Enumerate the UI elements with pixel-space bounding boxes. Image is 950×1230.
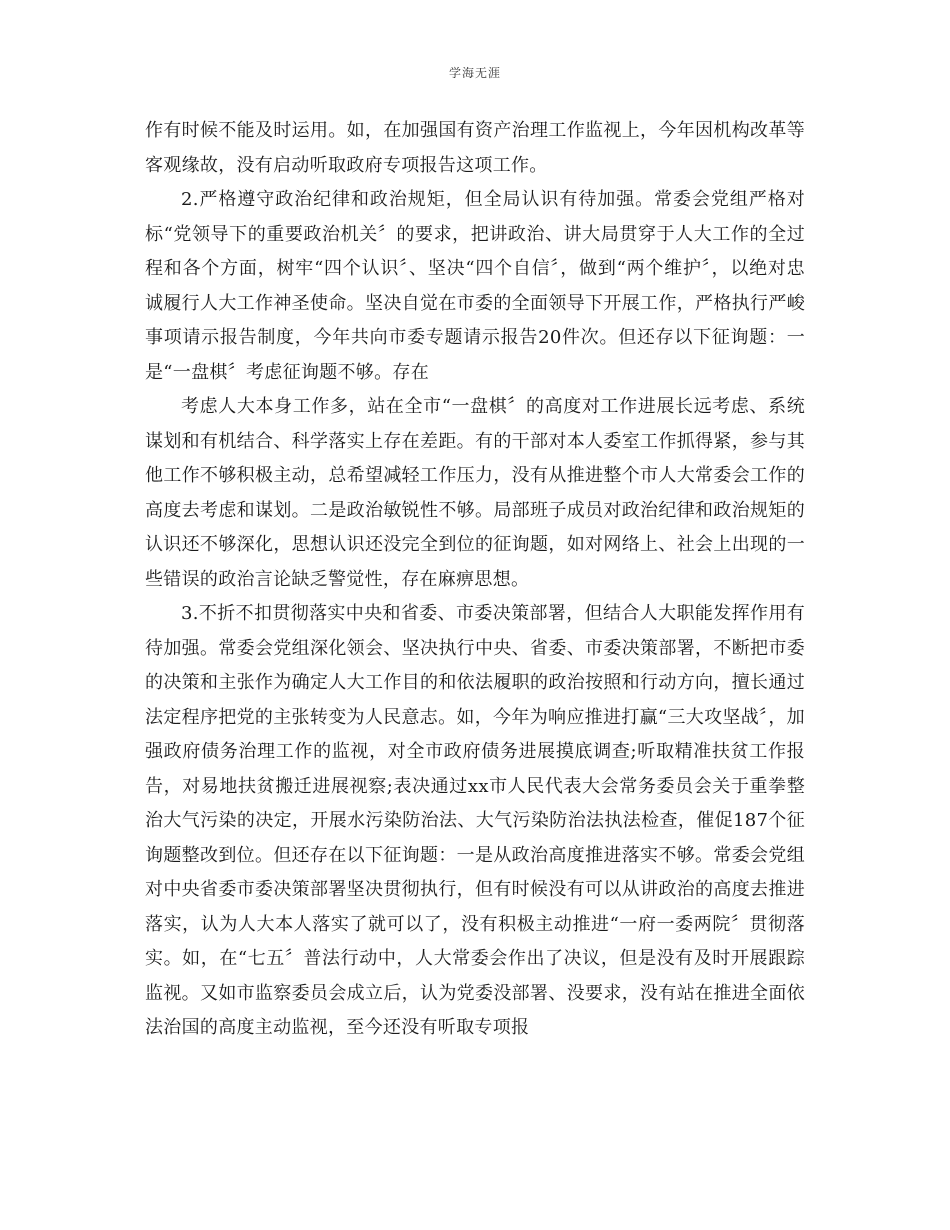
paragraph-item-2: 2.严格遵守政治纪律和政治规矩，但全局认识有待加强。常委会党组严格对标“党领导下的重要政治机关〞的要求，把讲政治、讲大局贯穿于人大工作的全过程和各个方面，树牢“四个认识〞、坚决“四个自信〞，做到“两个维护〞，以绝对忠诚履行人大工作神圣使命。坚决自觉在市委的全面领导下开展工作，严格执行严峻事项请示报告制度，今年共向市委专题请示报告20件次。但还存以下征询题：一是“一盘棋〞考虑征询题不够。存在 [145, 189, 805, 383]
paragraph-item-3: 3.不折不扣贯彻落实中央和省委、市委决策部署，但结合人大职能发挥作用有待加强。常委会党组深化领会、坚决执行中央、省委、市委决策部署，不断把市委的决策和主张作为确定人大工作目的和依法履职的政治按照和行动方向，擅长通过法定程序把党的主张转变为人民意志。如，今年为响应推进打赢“三大攻坚战〞，加强政府债务治理工作的监视，对全市政府债务进展摸底调查;听取精准扶贫工作报告，对易地扶贫搬迁进展视察;表决通过xx市人民代表大会常务委员会关于重拳整治大气污染的决定，开展水污染防治法、大气污染防治法执法检查，催促187个征询题整改到位。但还存在以下征询题：一是从政治高度推进落实不够。常委会党组对中央省委市委决策部署坚决贯彻执行，但有时候没有可以从讲政治的高度去推进落实，认为人大本人落实了就可以了，没有积极主动推进“一府一委两院〞贯彻落实。如，在“七五〞普法行动中，人大常委会作出了决议，但是没有及时开展跟踪监视。又如市监察委员会成立后，认为党委没部署、没要求，没有站在推进全面依法治国的高度主动监视，至今还没有听取专项报 [145, 603, 805, 1038]
page-header-title: 学海无涯 [448, 66, 501, 80]
document-body [145, 114, 805, 1046]
paragraph-item-2-continued: 考虑人大本身工作多，站在全市“一盘棋〞的高度对工作进展长远考虑、系统谋划和有机结合、科学落实上存在差距。有的干部对本人委室工作抓得紧，参与其他工作不够积极主动，总希望减轻工作压力，没有从推进整个市人大常委会工作的高度去考虑和谋划。二是政治敏锐性不够。局部班子成员对政治纪律和政治规矩的认识还不够深化，思想认识还没完全到位的征询题，如对网络上、社会上出现的一些错误的政治言论缺乏警觉性，存在麻痹思想。 [145, 396, 805, 590]
paragraph-continuation: 作有时候不能及时运用。如，在加强国有资产治理工作监视上，今年因机构改革等客观缘故，没有启动听取政府专项报告这项工作。 [145, 120, 805, 176]
